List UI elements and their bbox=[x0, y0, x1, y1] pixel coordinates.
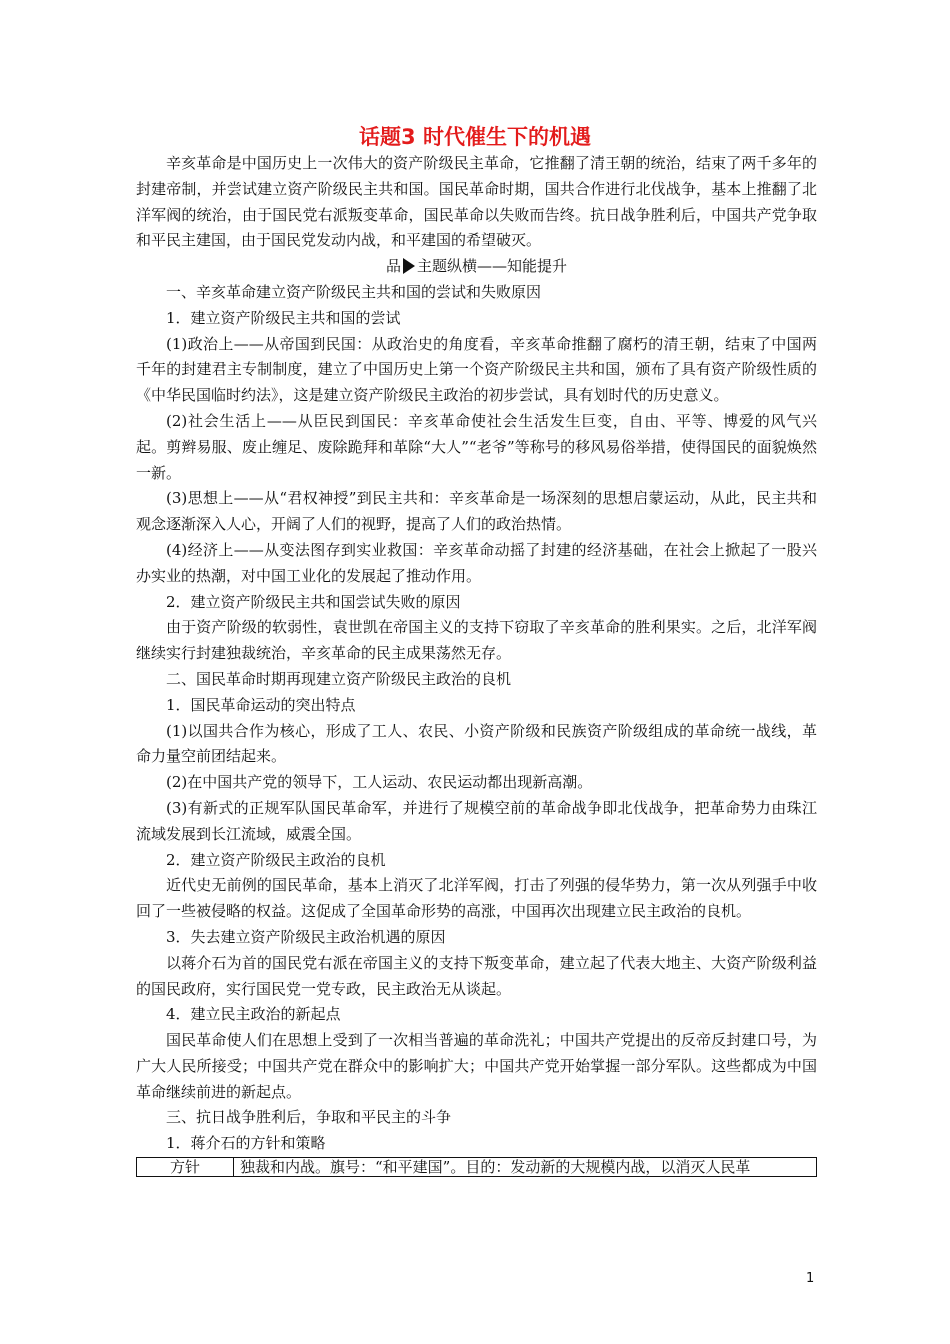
strategy-table bbox=[136, 1157, 817, 1177]
subheading: 1．蒋介石的方针和策略 bbox=[166, 1134, 326, 1153]
paragraph: (2)社会生活上——从臣民到国民：辛亥革命使社会生活发生巨变，自由、平等、博爱的风气兴起。剪辫易服、废止缠足、废除跪拜和革除“大人”“老爷”等称号的移风易俗举措，使得国民的面貌焕然一新。 bbox=[136, 411, 817, 482]
page-title: 话题3 时代催生下的机遇 bbox=[359, 125, 591, 149]
heading-section-1: 一、辛亥革命建立资产阶级民主共和国的尝试和失败原因 bbox=[166, 282, 542, 301]
subheading: 1．国民革命运动的突出特点 bbox=[166, 695, 356, 714]
subheading: 2．建立资产阶级民主共和国尝试失败的原因 bbox=[166, 592, 461, 611]
section-marker bbox=[136, 254, 817, 280]
paragraph: 国民革命使人们在思想上受到了一次相当普遍的革命洗礼；中国共产党提出的反帝反封建口号，为广大人民所接受；中国共产党在群众中的影响扩大；中国共产党开始掌握一部分军队。这些都成为中国革命继续前进的新起点。 bbox=[136, 1031, 817, 1101]
section-marker-prefix: 品 bbox=[385, 257, 401, 276]
heading-section-2: 二、国民革命时期再现建立资产阶级民主政治的良机 bbox=[166, 669, 512, 688]
subheading: 2．建立资产阶级民主政治的良机 bbox=[166, 850, 386, 869]
document-body bbox=[136, 151, 817, 1177]
paragraph: 以蒋介石为首的国民党右派在帝国主义的支持下叛变革命，建立起了代表大地主、大资产阶级利益的国民政府，实行国民党一党专政，民主政治无从谈起。 bbox=[136, 953, 817, 998]
paragraph: (3)有新式的正规军队国民革命军，并进行了规模空前的革命战争即北伐战争，把革命势力由珠江流域发展到长江流域，威震全国。 bbox=[136, 798, 817, 843]
paragraph: (1)以国共合作为核心，形成了工人、农民、小资产阶级和民族资产阶级组成的革命统一战线，革命力量空前团结起来。 bbox=[136, 721, 817, 766]
subheading: 4．建立民主政治的新起点 bbox=[166, 1005, 341, 1024]
subheading: 3．失去建立资产阶级民主政治机遇的原因 bbox=[166, 927, 446, 946]
page-number: 1 bbox=[806, 1271, 815, 1286]
play-triangle-icon bbox=[403, 258, 415, 274]
table-cell-label: 方针 bbox=[137, 1158, 234, 1177]
table-cell-content: 独裁和内战。旗号：“和平建国”。目的：发动新的大规模内战，以消灭人民革 bbox=[234, 1158, 817, 1177]
table-row bbox=[137, 1158, 817, 1177]
paragraph: (2)在中国共产党的领导下，工人运动、农民运动都出现新高潮。 bbox=[166, 773, 593, 792]
intro-paragraph: 辛亥革命是中国历史上一次伟大的资产阶级民主革命，它推翻了清王朝的统治，结束了两千多年的封建帝制，并尝试建立资产阶级民主共和国。国民革命时期，国共合作进行北伐战争，基本上推翻了北洋军阀的统治，由于国民党右派叛变革命，国民革命以失败而告终。抗日战争胜利后，中国共产党争取和平民主建国，由于国民党发动内战，和平建国的希望破灭。 bbox=[136, 154, 817, 250]
section-marker-text: 主题纵横——知能提升 bbox=[417, 257, 568, 276]
paragraph: 由于资产阶级的软弱性，袁世凯在帝国主义的支持下窃取了辛亥革命的胜利果实。之后，北洋军阀继续实行封建独裁统治，辛亥革命的民主成果荡然无存。 bbox=[136, 618, 817, 663]
paragraph: (3)思想上——从“君权神授”到民主共和：辛亥革命是一场深刻的思想启蒙运动，从此，民主共和观念逐渐深入人心，开阔了人们的视野，提高了人们的政治热情。 bbox=[136, 489, 817, 534]
paragraph: 近代史无前例的国民革命，基本上消灭了北洋军阀，打击了列强的侵华势力，第一次从列强手中收回了一些被侵略的权益。这促成了全国革命形势的高涨，中国再次出现建立民主政治的良机。 bbox=[136, 876, 817, 921]
paragraph: (4)经济上——从变法图存到实业救国：辛亥革命动摇了封建的经济基础，在社会上掀起了一股兴办实业的热潮，对中国工业化的发展起了推动作用。 bbox=[136, 540, 817, 585]
subheading: 1．建立资产阶级民主共和国的尝试 bbox=[166, 308, 401, 327]
heading-section-3: 三、抗日战争胜利后，争取和平民主的斗争 bbox=[166, 1108, 452, 1127]
paragraph: (1)政治上——从帝国到民国：从政治史的角度看，辛亥革命推翻了腐朽的清王朝，结束了中国两千年的封建君主专制制度，建立了中国历史上第一个资产阶级民主共和国，颁布了具有资产阶级性质的《中华民国临时约法》，这是建立资产阶级民主政治的初步尝试，具有划时代的历史意义。 bbox=[136, 334, 817, 405]
